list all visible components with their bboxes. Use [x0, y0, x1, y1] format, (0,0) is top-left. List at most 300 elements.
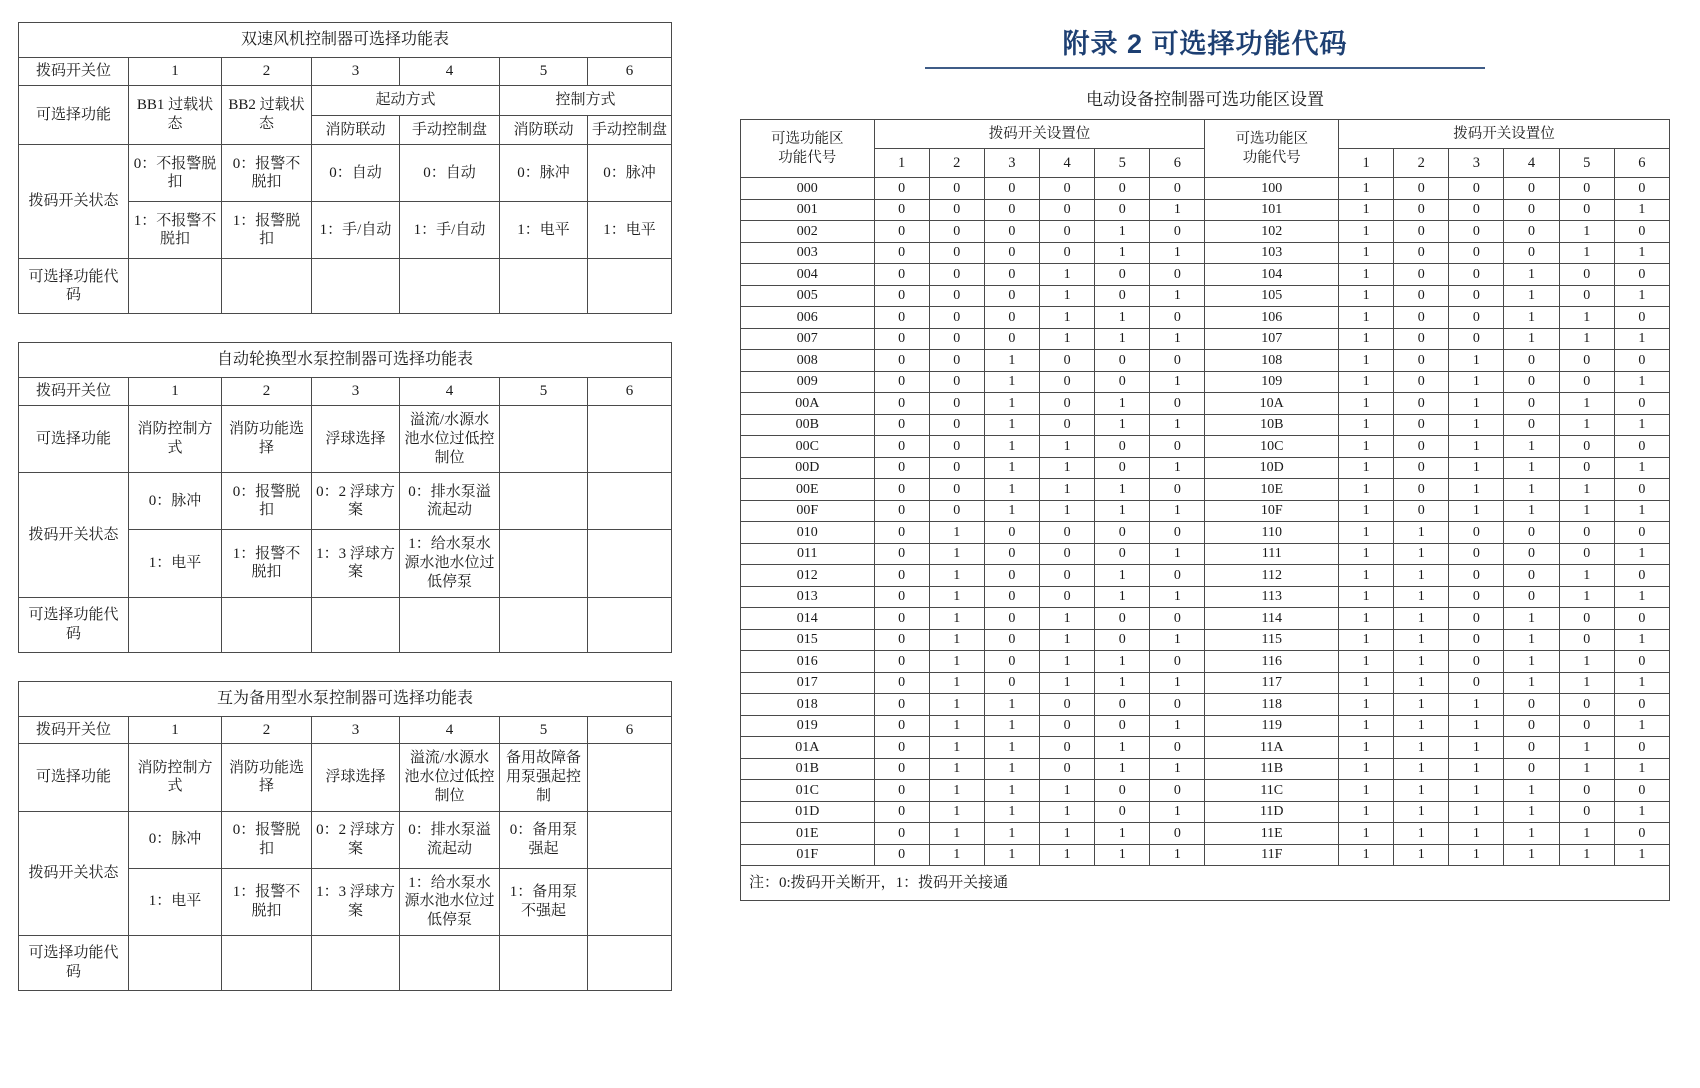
bit-value-left-2: 1	[929, 543, 984, 565]
function-code-left: 015	[741, 629, 875, 651]
row-label-function: 可选择功能	[19, 85, 129, 145]
table-row	[741, 694, 1670, 716]
bit-value-left-3: 1	[984, 393, 1039, 415]
bit-value-right-2: 1	[1394, 608, 1449, 630]
code-2[interactable]	[222, 259, 312, 314]
bit-value-right-2: 0	[1394, 178, 1449, 200]
bit-header-right-3: 3	[1449, 149, 1504, 178]
table-row	[741, 350, 1670, 372]
title-divider	[925, 67, 1485, 69]
bit-value-right-3: 0	[1449, 307, 1504, 329]
bit-value-left-2: 0	[929, 285, 984, 307]
state1-1: 1：电平	[129, 530, 222, 597]
code-1[interactable]	[129, 259, 222, 314]
table-row	[741, 780, 1670, 802]
right-column	[700, 0, 1700, 1088]
bit-value-left-2: 1	[929, 565, 984, 587]
bit-value-left-4: 0	[1040, 371, 1095, 393]
bit-value-left-3: 0	[984, 285, 1039, 307]
bit-value-left-3: 1	[984, 801, 1039, 823]
table-row	[741, 608, 1670, 630]
bit-value-right-6: 1	[1614, 586, 1669, 608]
function-code-right: 100	[1205, 178, 1339, 200]
function-code-right: 114	[1205, 608, 1339, 630]
function-code-right: 10D	[1205, 457, 1339, 479]
bit-value-right-4: 1	[1504, 780, 1559, 802]
function-code-left: 019	[741, 715, 875, 737]
bit-value-right-1: 1	[1339, 199, 1394, 221]
bit-value-left-4: 0	[1040, 715, 1095, 737]
bit-value-left-2: 1	[929, 522, 984, 544]
bit-value-right-2: 0	[1394, 350, 1449, 372]
bit-value-right-6: 0	[1614, 436, 1669, 458]
function-code-right: 108	[1205, 350, 1339, 372]
bit-value-left-3: 0	[984, 264, 1039, 286]
row-label-code: 可选择功能代码	[19, 597, 129, 652]
code-header-right-line2: 功能代号	[1242, 149, 1301, 166]
state0-3: 0：2 浮球方案	[312, 811, 400, 868]
state0-2: 0：报警不脱扣	[222, 145, 312, 202]
function-code-left: 011	[741, 543, 875, 565]
bit-value-right-5: 1	[1559, 672, 1614, 694]
code-3[interactable]	[312, 935, 400, 990]
code-4[interactable]	[400, 259, 500, 314]
bit-value-right-6: 0	[1614, 651, 1669, 673]
bit-value-right-5: 1	[1559, 737, 1614, 759]
bit-value-right-2: 1	[1394, 629, 1449, 651]
bit-value-left-5: 0	[1095, 608, 1150, 630]
function-code-right: 113	[1205, 586, 1339, 608]
bit-value-left-6: 0	[1150, 178, 1205, 200]
bit-value-left-6: 1	[1150, 586, 1205, 608]
bit-value-left-5: 0	[1095, 436, 1150, 458]
bit-header-right-5: 5	[1559, 149, 1614, 178]
function-4: 手动控制盘	[400, 115, 500, 145]
bit-value-left-6: 0	[1150, 737, 1205, 759]
row-label-code: 可选择功能代码	[19, 935, 129, 990]
function-5: 备用故障备用泵强起控制	[500, 744, 588, 811]
function-2: 消防功能选择	[222, 744, 312, 811]
bit-value-right-1: 1	[1339, 823, 1394, 845]
code-header-left-line2: 功能代号	[778, 149, 837, 166]
function-code-right: 101	[1205, 199, 1339, 221]
bit-value-left-3: 1	[984, 479, 1039, 501]
state0-5: 0：备用泵强起	[500, 811, 588, 868]
bit-value-left-2: 0	[929, 414, 984, 436]
function-code-right: 111	[1205, 543, 1339, 565]
bit-value-left-6: 0	[1150, 522, 1205, 544]
table-row	[741, 500, 1670, 522]
bit-value-left-4: 1	[1040, 780, 1095, 802]
bit-3: 3	[312, 378, 400, 406]
bit-value-left-3: 0	[984, 328, 1039, 350]
bit-value-left-3: 1	[984, 500, 1039, 522]
bit-value-right-4: 1	[1504, 823, 1559, 845]
bit-value-right-5: 0	[1559, 801, 1614, 823]
state0-1: 0：脉冲	[129, 811, 222, 868]
bit-value-right-1: 1	[1339, 178, 1394, 200]
bit-value-right-3: 1	[1449, 801, 1504, 823]
bit-value-right-1: 1	[1339, 780, 1394, 802]
bit-value-right-3: 0	[1449, 199, 1504, 221]
bit-6: 6	[588, 716, 672, 744]
bit-2: 2	[222, 58, 312, 86]
bit-value-right-5: 0	[1559, 780, 1614, 802]
table-title-row	[19, 681, 672, 716]
state1-2: 1：报警脱扣	[222, 202, 312, 259]
bit-value-left-1: 0	[874, 242, 929, 264]
bit-value-left-6: 1	[1150, 371, 1205, 393]
group-header-row	[19, 85, 672, 115]
bit-value-left-5: 1	[1095, 307, 1150, 329]
code-2[interactable]	[222, 935, 312, 990]
bit-value-left-3: 0	[984, 522, 1039, 544]
bit-value-left-4: 1	[1040, 436, 1095, 458]
bit-value-left-6: 0	[1150, 823, 1205, 845]
bit-value-left-1: 0	[874, 629, 929, 651]
code-5[interactable]	[500, 259, 588, 314]
state-0-row	[19, 145, 672, 202]
bit-value-right-3: 1	[1449, 393, 1504, 415]
bit-value-left-4: 1	[1040, 500, 1095, 522]
function-code-right: 11D	[1205, 801, 1339, 823]
row-label-function: 可选择功能	[19, 744, 129, 811]
code-6[interactable]	[588, 597, 672, 652]
bit-value-left-3: 1	[984, 414, 1039, 436]
table-spacer-2	[18, 653, 700, 681]
bit-value-left-4: 1	[1040, 328, 1095, 350]
bit-value-left-6: 0	[1150, 565, 1205, 587]
function-code-right: 10C	[1205, 436, 1339, 458]
bit-value-right-2: 0	[1394, 371, 1449, 393]
bit-value-right-3: 0	[1449, 565, 1504, 587]
bit-value-left-6: 0	[1150, 780, 1205, 802]
bit-value-right-4: 1	[1504, 307, 1559, 329]
bit-value-right-3: 1	[1449, 780, 1504, 802]
code-2[interactable]	[222, 597, 312, 652]
bit-value-right-5: 0	[1559, 543, 1614, 565]
bit-value-left-6: 0	[1150, 221, 1205, 243]
bit-value-right-2: 1	[1394, 586, 1449, 608]
bit-value-left-6: 1	[1150, 457, 1205, 479]
bits-header-left: 拨码开关设置位	[874, 120, 1205, 149]
bit-value-right-3: 0	[1449, 672, 1504, 694]
state0-6: 0：脉冲	[588, 145, 672, 202]
bit-value-right-1: 1	[1339, 844, 1394, 866]
bit-value-right-5: 1	[1559, 758, 1614, 780]
bit-value-left-3: 0	[984, 651, 1039, 673]
bit-value-left-6: 1	[1150, 242, 1205, 264]
bit-value-right-1: 1	[1339, 522, 1394, 544]
bit-header-left-5: 5	[1095, 149, 1150, 178]
bit-value-left-1: 0	[874, 737, 929, 759]
bit-value-right-4: 0	[1504, 758, 1559, 780]
function-code-left: 007	[741, 328, 875, 350]
bit-value-right-5: 1	[1559, 414, 1614, 436]
bit-value-left-5: 1	[1095, 651, 1150, 673]
state1-6: 1：电平	[588, 202, 672, 259]
bit-value-left-6: 0	[1150, 651, 1205, 673]
bit-value-right-2: 1	[1394, 844, 1449, 866]
bit-value-right-3: 0	[1449, 629, 1504, 651]
bit-value-left-5: 1	[1095, 479, 1150, 501]
code-3[interactable]	[312, 259, 400, 314]
auto-rotation-pump-function-table	[18, 342, 672, 652]
bit-value-left-6: 1	[1150, 758, 1205, 780]
bit-value-right-4: 1	[1504, 608, 1559, 630]
bit-2: 2	[222, 378, 312, 406]
bit-value-left-2: 0	[929, 457, 984, 479]
state1-6	[588, 530, 672, 597]
function-6	[588, 406, 672, 473]
function-code-left: 018	[741, 694, 875, 716]
bit-value-right-4: 1	[1504, 629, 1559, 651]
bit-value-left-1: 0	[874, 350, 929, 372]
bit-value-left-1: 0	[874, 393, 929, 415]
table-row	[741, 221, 1670, 243]
function-code-right: 11A	[1205, 737, 1339, 759]
bit-value-left-2: 1	[929, 651, 984, 673]
bit-value-left-5: 1	[1095, 586, 1150, 608]
bit-value-left-2: 0	[929, 242, 984, 264]
bit-value-right-1: 1	[1339, 285, 1394, 307]
bit-value-left-1: 0	[874, 651, 929, 673]
function-2: 消防功能选择	[222, 406, 312, 473]
bit-value-right-4: 0	[1504, 522, 1559, 544]
bit-value-right-5: 1	[1559, 500, 1614, 522]
bit-value-right-3: 1	[1449, 371, 1504, 393]
bit-value-left-5: 1	[1095, 393, 1150, 415]
bit-value-right-5: 0	[1559, 264, 1614, 286]
bit-value-left-5: 0	[1095, 715, 1150, 737]
row-label-code: 可选择功能代码	[19, 259, 129, 314]
bit-value-right-5: 0	[1559, 178, 1614, 200]
bit-6: 6	[588, 378, 672, 406]
bit-4: 4	[400, 58, 500, 86]
bit-value-left-2: 1	[929, 737, 984, 759]
bit-value-right-6: 0	[1614, 823, 1669, 845]
bit-value-right-5: 0	[1559, 522, 1614, 544]
bit-value-left-5: 1	[1095, 565, 1150, 587]
function-code-right: 11C	[1205, 780, 1339, 802]
table-row	[741, 801, 1670, 823]
function-4: 溢流/水源水池水位过低控制位	[400, 744, 500, 811]
bit-value-left-3: 1	[984, 371, 1039, 393]
bit-value-right-6: 0	[1614, 522, 1669, 544]
bit-value-left-1: 0	[874, 543, 929, 565]
bit-value-right-5: 1	[1559, 651, 1614, 673]
bit-value-right-2: 0	[1394, 285, 1449, 307]
code-3[interactable]	[312, 597, 400, 652]
bit-value-right-5: 1	[1559, 328, 1614, 350]
function-code-table	[740, 119, 1670, 901]
table-row	[741, 565, 1670, 587]
bit-value-left-6: 0	[1150, 264, 1205, 286]
bit-1: 1	[129, 378, 222, 406]
bit-value-left-2: 0	[929, 264, 984, 286]
bit-value-left-6: 0	[1150, 479, 1205, 501]
bit-4: 4	[400, 378, 500, 406]
bit-value-right-3: 1	[1449, 457, 1504, 479]
state1-4: 1：给水泵水源水池水位过低停泵	[400, 868, 500, 935]
bit-value-right-2: 1	[1394, 672, 1449, 694]
bit-value-left-5: 0	[1095, 629, 1150, 651]
bit-value-left-5: 0	[1095, 801, 1150, 823]
appendix-title: 附录 2 可选择功能代码	[1062, 29, 1348, 59]
bit-value-left-3: 1	[984, 780, 1039, 802]
function-code-right: 105	[1205, 285, 1339, 307]
bit-header-right-2: 2	[1394, 149, 1449, 178]
bit-value-left-6: 0	[1150, 436, 1205, 458]
table-row	[741, 457, 1670, 479]
bit-value-left-1: 0	[874, 801, 929, 823]
bit-value-left-4: 0	[1040, 758, 1095, 780]
bit-value-left-3: 0	[984, 586, 1039, 608]
bit-3: 3	[312, 58, 400, 86]
bit-value-left-6: 1	[1150, 672, 1205, 694]
bit-value-right-6: 0	[1614, 565, 1669, 587]
bit-value-right-5: 1	[1559, 307, 1614, 329]
bit-value-left-2: 0	[929, 393, 984, 415]
bit-value-right-5: 1	[1559, 565, 1614, 587]
bit-value-left-5: 1	[1095, 221, 1150, 243]
bit-value-left-3: 0	[984, 565, 1039, 587]
bit-value-left-1: 0	[874, 307, 929, 329]
bit-value-left-1: 0	[874, 844, 929, 866]
bit-value-left-1: 0	[874, 758, 929, 780]
state1-1: 1：不报警不脱扣	[129, 202, 222, 259]
code-1[interactable]	[129, 597, 222, 652]
bit-value-left-1: 0	[874, 436, 929, 458]
bit-value-left-6: 1	[1150, 414, 1205, 436]
bit-value-right-3: 1	[1449, 844, 1504, 866]
state0-5	[500, 473, 588, 530]
bit-value-left-5: 1	[1095, 500, 1150, 522]
bit-value-right-3: 0	[1449, 608, 1504, 630]
bit-value-left-1: 0	[874, 178, 929, 200]
function-code-left: 008	[741, 350, 875, 372]
code-5[interactable]	[500, 935, 588, 990]
bit-value-right-3: 1	[1449, 414, 1504, 436]
bit-value-right-1: 1	[1339, 586, 1394, 608]
code-header-left	[741, 120, 875, 178]
bit-value-left-6: 1	[1150, 629, 1205, 651]
table-row	[741, 823, 1670, 845]
bit-value-right-5: 1	[1559, 844, 1614, 866]
bit-value-left-1: 0	[874, 221, 929, 243]
bit-value-left-2: 0	[929, 221, 984, 243]
bit-value-right-4: 0	[1504, 199, 1559, 221]
bit-value-left-3: 0	[984, 221, 1039, 243]
state1-3: 1：3 浮球方案	[312, 868, 400, 935]
function-code-right: 117	[1205, 672, 1339, 694]
bit-value-right-2: 0	[1394, 264, 1449, 286]
bit-value-left-2: 0	[929, 436, 984, 458]
bit-value-left-4: 1	[1040, 801, 1095, 823]
function-code-right: 11B	[1205, 758, 1339, 780]
state-0-row	[19, 811, 672, 868]
bit-value-right-2: 0	[1394, 328, 1449, 350]
state0-2: 0：报警脱扣	[222, 811, 312, 868]
bit-value-left-3: 1	[984, 457, 1039, 479]
bit-value-right-5: 0	[1559, 436, 1614, 458]
bit-value-left-1: 0	[874, 457, 929, 479]
function-code-left: 00C	[741, 436, 875, 458]
bit-value-right-1: 1	[1339, 715, 1394, 737]
bit-value-right-5: 1	[1559, 479, 1614, 501]
function-code-right: 112	[1205, 565, 1339, 587]
bit-value-left-4: 1	[1040, 264, 1095, 286]
bit-value-right-2: 1	[1394, 823, 1449, 845]
bit-value-right-1: 1	[1339, 371, 1394, 393]
function-code-left: 010	[741, 522, 875, 544]
bit-value-right-4: 0	[1504, 414, 1559, 436]
bit-value-right-2: 1	[1394, 651, 1449, 673]
standby-pump-function-table	[18, 681, 672, 991]
bit-value-right-5: 0	[1559, 457, 1614, 479]
codes-header-row-1	[741, 120, 1670, 149]
bit-value-right-2: 0	[1394, 479, 1449, 501]
bit-value-right-6: 1	[1614, 457, 1669, 479]
bit-value-left-3: 1	[984, 758, 1039, 780]
bit-value-right-6: 0	[1614, 737, 1669, 759]
bit-header-left-2: 2	[929, 149, 984, 178]
table-title: 互为备用型水泵控制器可选择功能表	[19, 681, 672, 716]
bit-value-right-5: 1	[1559, 221, 1614, 243]
bit-value-left-5: 1	[1095, 844, 1150, 866]
bit-value-left-6: 1	[1150, 199, 1205, 221]
code-6[interactable]	[588, 935, 672, 990]
state0-3: 0：2 浮球方案	[312, 473, 400, 530]
table-row	[741, 758, 1670, 780]
bit-value-right-5: 1	[1559, 586, 1614, 608]
code-1[interactable]	[129, 935, 222, 990]
row-label-state: 拨码开关状态	[19, 473, 129, 597]
table-row	[741, 199, 1670, 221]
bit-header-right-1: 1	[1339, 149, 1394, 178]
code-5[interactable]	[500, 597, 588, 652]
bit-value-right-3: 1	[1449, 436, 1504, 458]
bit-value-right-3: 1	[1449, 500, 1504, 522]
bit-value-right-5: 0	[1559, 715, 1614, 737]
table-row	[741, 393, 1670, 415]
bit-value-left-2: 0	[929, 350, 984, 372]
bit-value-left-4: 0	[1040, 414, 1095, 436]
code-4[interactable]	[400, 597, 500, 652]
bit-value-left-4: 1	[1040, 651, 1095, 673]
bit-value-right-1: 1	[1339, 608, 1394, 630]
bit-value-right-2: 1	[1394, 565, 1449, 587]
bit-value-right-5: 0	[1559, 629, 1614, 651]
bit-value-left-1: 0	[874, 199, 929, 221]
function-code-right: 115	[1205, 629, 1339, 651]
table-row	[741, 543, 1670, 565]
bit-value-left-4: 1	[1040, 307, 1095, 329]
function-code-left: 01F	[741, 844, 875, 866]
code-4[interactable]	[400, 935, 500, 990]
bit-value-left-5: 0	[1095, 543, 1150, 565]
bit-value-right-6: 1	[1614, 801, 1669, 823]
bit-value-left-3: 1	[984, 737, 1039, 759]
code-6[interactable]	[588, 259, 672, 314]
bit-value-left-5: 0	[1095, 694, 1150, 716]
bit-value-right-1: 1	[1339, 414, 1394, 436]
bit-value-left-2: 1	[929, 672, 984, 694]
function-5	[500, 406, 588, 473]
bit-value-right-3: 0	[1449, 242, 1504, 264]
bit-value-right-6: 0	[1614, 479, 1669, 501]
function-code-left: 00F	[741, 500, 875, 522]
